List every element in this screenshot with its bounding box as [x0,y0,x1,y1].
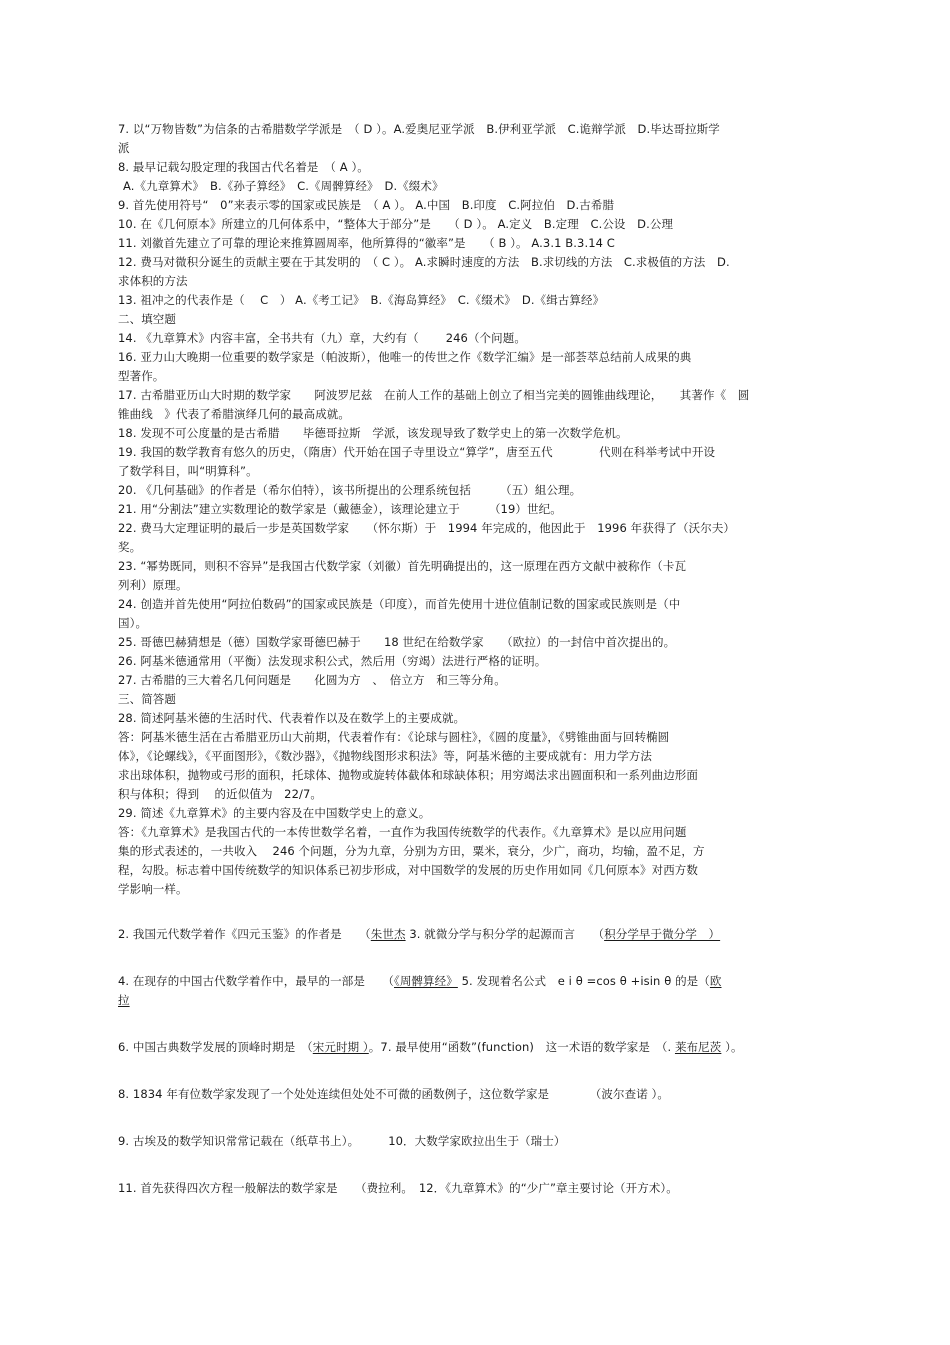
answer-29-line-2: 集的形式表述的，一共收入 246 个问题，分为九章，分别为方田，粟米，衰分，少广，商功，均输，盈不足，方 [118,844,705,858]
question-16-cont: 型著作。 [118,369,165,383]
extra-questions [118,925,838,1198]
extra-q2-q3 [118,925,838,944]
answer-29-line-1: 答：《九章算术》是我国古代的一本传世数学名着，一直作为我国传统数学的代表作。《九章算术》是以应用问题 [118,825,687,839]
answer-29-line-3: 程，勾股。标志着中国传统数学的知识体系已初步形成，对中国数学的发展的历史作用如同《几何原本》对西方数 [118,863,698,877]
short-answer-section [118,709,838,899]
extra-q8: 8. 1834 年有位数学家发现了一个处处连续但处处不可微的函数例子，这位数学家是 （波尔查诺 ）。 [118,1087,669,1101]
question-9: 9. 首先使用符号“ 0”来表示零的国家或民族是 （ A ）。 A.中国 B.印度 C.阿拉伯 D.古希腊 [118,198,615,212]
fill-section [118,329,838,690]
answer-28-line-3: 求出球体积，抛物或弓形的面积，托球体、抛物或旋转体截体和球缺体积；用穷竭法求出圆面积和一系列曲边形面 [118,768,698,782]
question-23: 23. “幂势既同，则积不容异”是我国古代数学家（刘徽）首先明确提出的，这一原理在西方文献中被称作（卡瓦 [118,559,687,573]
question-22-cont: 奖。 [118,540,142,554]
question-18: 18. 发现不可公度量的是古希腊 毕德哥拉斯 学派，该发现导致了数学史上的第一次数学危机。 [118,426,628,440]
question-24: 24. 创造并首先使用“阿拉伯数码”的国家或民族是（印度），而首先使用十进位值制记数的国家或民族则是（中 [118,597,681,611]
q5-answer: 欧 [709,974,722,988]
question-28: 28. 简述阿基米德的生活时代、代表着作以及在数学上的主要成就。 [118,711,466,725]
q7-text: 。7. 最早使用“函数”(function) 这一术语的数学家是 （. [368,1040,675,1054]
section-fill-title: 二、填空题 [118,312,176,326]
question-10: 10. 在《几何原本》所建立的几何体系中，“整体大于部分”是 （ D ）。 A.定义 B.定理 C.公设 D.公理 [118,217,674,231]
q7-answer: 莱布尼茨 [674,1040,722,1054]
q3-text: 3. 就微分学与积分学的起源而言 （ [405,927,605,941]
question-22: 22. 费马大定理证明的最后一步是英国数学家 （怀尔斯）于 1994 年完成的，他因此于 1996 年获得了（沃尔夫） [118,521,736,535]
section-short-title: 三、简答题 [118,692,176,706]
question-16: 16. 亚力山大晚期一位重要的数学家是（帕波斯），他唯一的传世之作《数学汇编》是一部荟萃总结前人成果的典 [118,350,692,364]
q5-answer-cont: 拉 [118,993,130,1007]
question-21: 21. 用“分割法”建立实数理论的数学家是（戴德金），该理论建立于 （19）世纪。 [118,502,562,516]
extra-q11-q12: 11. 首先获得四次方程一般解法的数学家是 （费拉利。 12．《九章算术》的“少广”章主要讨论（开方术）。 [118,1181,678,1195]
question-14: 14. 《九章算术》内容丰富，全书共有（九）章，大约有（ 246（个问题。 [118,331,526,345]
question-17-cont: 锥曲线 》代表了希腊演绎几何的最高成就。 [118,407,350,421]
question-20: 20. 《几何基础》的作者是（希尔伯特），该书所提出的公理系统包括 （五）組公理。 [118,483,582,497]
question-8-options: A.《九章算术》 B.《孙子算经》 C.《周髀算经》 D.《缀术》 [123,179,444,193]
question-11: 11. 刘徽首先建立了可靠的理论来推算圆周率，他所算得的“徽率”是 （ B ）。 A.3.1 B.3.14 C [118,236,615,250]
extra-q9-q10: 9. 古埃及的数学知识常常记载在（纸草书上）。 10．大数学家欧拉出生于（瑞士） [118,1134,566,1148]
q3-answer: 积分学早于微分学 ） [604,927,721,941]
question-17: 17. 古希腊亚历山大时期的数学家 阿波罗尼兹 在前人工作的基础上创立了相当完美的圆锥曲线理论， 其著作《 圆 [118,388,750,402]
question-24-cont: 国）。 [118,616,148,630]
q2-text: 2. 我国元代数学着作《四元玉鉴》的作者是 （ [118,927,371,941]
q4-text: 4. 在现存的中国古代数学着作中，最早的一部是 （ [118,974,394,988]
answer-28-line-4: 积与体积；得到 的近似值为 22/7。 [118,787,322,801]
question-8: 8. 最早记载勾股定理的我国古代名着是 （ A ）。 [118,160,369,174]
q6-text: 6. 中国古典数学发展的顶峰时期是 （ [118,1040,313,1054]
question-29: 29. 简述《九章算术》的主要内容及在中国数学史上的意义。 [118,806,431,820]
question-19-cont: 了数学科目，叫“明算科”。 [118,464,258,478]
q6-answer: 宋元时期 ） [312,1040,369,1054]
q2-answer: 朱世杰 [370,927,406,941]
question-13: 13. 祖冲之的代表作是（ C ） A.《考工记》 B.《海岛算经》 C.《缀术》 D.《缉古算经》 [118,293,605,307]
question-26: 26. 阿基米德通常用（平衡）法发现求积公式，然后用（穷竭）法进行严格的证明。 [118,654,547,668]
answer-29-line-4: 学影响一样。 [118,882,188,896]
document-page [118,120,838,1198]
extra-q6-q7 [118,1038,838,1057]
q5-text: 5. 发现着名公式 e i θ =cos θ +isin θ 的是（ [457,974,710,988]
extra-q4-q5 [118,972,838,991]
q4-answer: 《周髀算经》 [393,974,458,988]
question-12: 12. 费马对微积分诞生的贡献主要在于其发明的 （ C ）。 A.求瞬时速度的方法 B.求切线的方法 C.求极值的方法 D. [118,255,730,269]
answer-28-line-2: 体》，《论螺线》，《平面图形》，《数沙器》，《抛物线图形求积法》等，阿基米德的主要成就有：用力学方法 [118,749,652,763]
answer-28-line-1: 答：阿基米德生活在古希腊亚历山大前期，代表着作有：《论球与圆柱》，《圆的度量》，《劈锥曲面与回转椭圆 [118,730,670,744]
question-12-cont: 求体积的方法 [118,274,188,288]
question-25: 25. 哥德巴赫猜想是（德）国数学家哥德巴赫于 18 世纪在给数学家 （欧拉）的一封信中首次提出的。 [118,635,676,649]
question-7-cont: 派 [118,141,130,155]
extra-q5-cont [118,991,838,1010]
question-27: 27. 古希腊的三大着名几何问题是 化圆为方 、 倍立方 和三等分角。 [118,673,506,687]
question-19: 19. 我国的数学教育有悠久的历史，（隋唐）代开始在国子寺里设立“算学”，唐至五代 代则在科举考试中开设 [118,445,716,459]
question-7: 7. 以“万物皆数”为信条的古希腊数学学派是 （ D ）。A.爱奥尼亚学派 B.伊利亚学派 C.诡辩学派 D.毕达哥拉斯学 [118,122,720,136]
q7-end: ）。 [721,1040,743,1054]
mcq-section [118,120,838,310]
question-23-cont: 列利）原理。 [118,578,188,592]
